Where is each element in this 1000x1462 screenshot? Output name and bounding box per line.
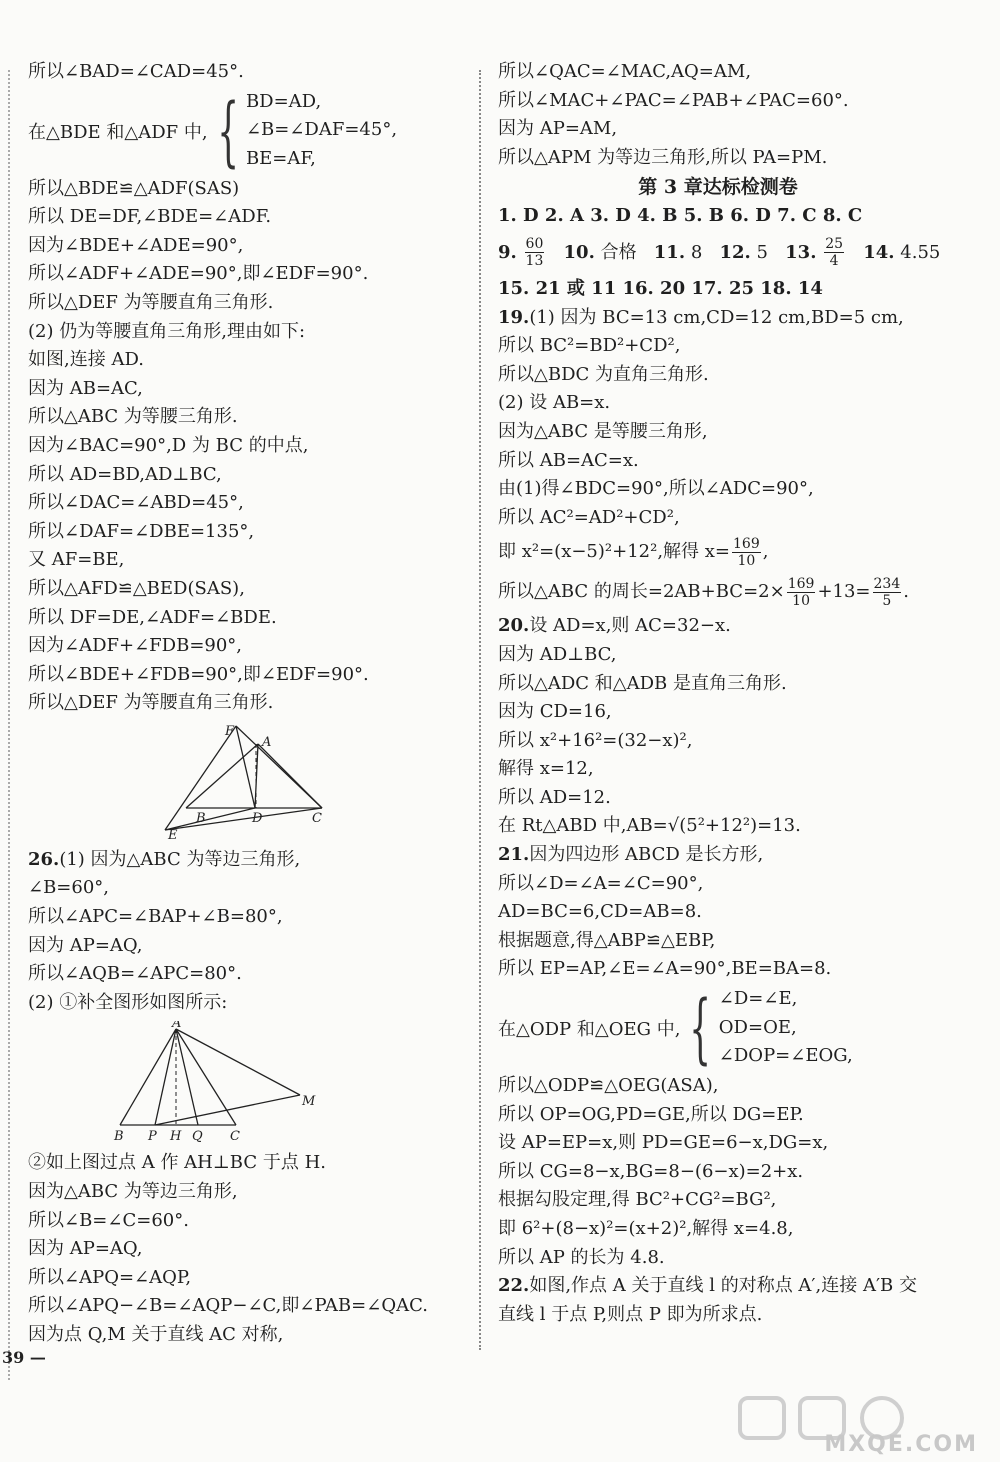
figure-triangle-apm: [28, 1021, 478, 1147]
text-line: 所以△ADC 和△ADB 是直角三角形.: [498, 672, 787, 694]
left-lines-a: [28, 58, 478, 87]
fig2-label-h: H: [170, 1129, 182, 1144]
text-line: 因为△ABC 为等边三角形,: [28, 1181, 238, 1203]
text-line: ∠DOP=∠EOG,: [718, 1045, 853, 1067]
fig1-label-c: C: [312, 810, 322, 826]
fig1-label-a: A: [262, 734, 272, 750]
text-line: 因为 AD⊥BC,: [498, 643, 617, 665]
watermark-text: MXQE.COM: [824, 1432, 978, 1457]
text-line: 在 Rt△ABD 中,AB=√(5²+12²)=13.: [498, 815, 801, 837]
figure-triangle-def: [28, 722, 478, 844]
text-line: 即 6²+(8−x)²=(x+2)²,解得 x=4.8,: [498, 1218, 794, 1239]
answers-row-3: 15. 21 或 11 16. 20 17. 25 18. 14: [498, 277, 823, 299]
text-line: 所以 x²+16²=(32−x)²,: [498, 729, 693, 751]
text-line: 所以 EP=AP,∠E=∠A=90°,BE=BA=8.: [498, 958, 832, 980]
fig2-label-b: B: [114, 1129, 124, 1144]
text-line: OD=OE,: [718, 1016, 797, 1038]
chapter-heading: 第 3 章达标检测卷: [638, 176, 798, 199]
text-line: 由(1)得∠BDC=90°,所以∠ADC=90°,: [498, 478, 814, 500]
q20-first-line: 设 AD=x,则 AC=32−x.: [529, 615, 731, 637]
q9-number: 9.: [498, 241, 517, 263]
left-lines-c: [28, 874, 478, 1017]
column-divider: [479, 70, 481, 1350]
q22-second-line: 直线 l 于点 P,则点 P 即为所求点.: [498, 1303, 763, 1325]
text-line: 所以 OP=OG,PD=GE,所以 DG=EP.: [498, 1103, 804, 1125]
q12-number: 12.: [719, 241, 751, 263]
q21-first-line: 因为四边形 ABCD 是长方形,: [529, 844, 764, 866]
q11-answer: 8: [690, 241, 703, 263]
text-line: 所以△DEF 为等腰直角三角形.: [28, 291, 274, 313]
text-line: 所以△APM 为等边三角形,所以 PA=PM.: [498, 146, 828, 168]
text-line: AD=BC=6,CD=AB=8.: [498, 901, 702, 923]
answers-row-2: [498, 231, 968, 275]
q13-number: 13.: [785, 241, 817, 263]
q19-number: 19.: [498, 306, 530, 328]
page-edge-dots: [8, 70, 10, 1380]
text-line: (2) 设 AB=x.: [498, 392, 611, 414]
figure2-svg: [28, 1021, 358, 1143]
text-line: 所以∠MAC+∠PAC=∠PAB+∠PAC=60°.: [498, 89, 849, 111]
text-line: 根据题意,得△ABP≌△EBP,: [498, 929, 716, 951]
q12-answer: 5: [756, 241, 768, 263]
q13-fraction: $\frac{25}{4}$: [825, 236, 844, 270]
answers-row-1: 1. D 2. A 3. D 4. B 5. B 6. D 7. C 8. C: [498, 205, 863, 227]
system2-prefix: 在△ODP 和△OEG 中,: [498, 1019, 681, 1041]
text-line: 所以△BDC 为直角三角形.: [498, 363, 709, 385]
q19-perimeter-fraction-1: $\frac{169}{10}$: [787, 575, 815, 609]
text-line: ∠B=60°,: [28, 877, 110, 899]
text-line: 因为∠ADF+∠FDB=90°,: [28, 635, 243, 657]
text-line: 所以 AP 的长为 4.8.: [498, 1246, 665, 1268]
q19-perimeter-line: 所以△ABC 的周长=2AB+BC=2× $\frac{169}{10}$ +13= $\frac{234}{5}$ .: [498, 575, 909, 609]
left-column: [28, 58, 478, 1350]
q26-first-line: (1) 因为△ABC 为等边三角形,: [59, 848, 301, 870]
text-line: 所以△ABC 为等腰三角形.: [28, 406, 238, 428]
text-line: 所以 AD=BD,AD⊥BC,: [28, 463, 222, 485]
q19-first-line: (1) 因为 BC=13 cm,CD=12 cm,BD=5 cm,: [529, 306, 904, 328]
text-line: 设 AP=EP=x,则 PD=GE=6−x,DG=x,: [498, 1132, 829, 1154]
text-line: 所以 CG=8−x,BG=8−(6−x)=2+x.: [498, 1160, 804, 1182]
text-line: 因为∠BDE+∠ADE=90°,: [28, 234, 244, 256]
text-line: 根据勾股定理,得 BC²+CG²=BG²,: [498, 1189, 777, 1211]
system1-rows: [246, 88, 397, 174]
text-line: 所以∠DAC=∠ABD=45°,: [28, 492, 244, 514]
text-line: 所以∠D=∠A=∠C=90°,: [498, 872, 704, 894]
q19-solve-fraction: $\frac{169}{10}$: [733, 535, 760, 569]
text-line: BE=AF,: [245, 147, 316, 169]
text-line: 因为 AP=AQ,: [28, 934, 143, 956]
q26-number: 26.: [28, 848, 60, 870]
text-line: 解得 x=12,: [498, 758, 594, 780]
text-line: 所以∠BAD=∠CAD=45°.: [28, 61, 244, 82]
q9-fraction: $\frac{60}{13}$: [525, 236, 544, 270]
q22-first-line: 如图,作点 A 关于直线 l 的对称点 A′,连接 A′B 交: [529, 1275, 917, 1297]
text-line: 所以△ODP≌△OEG(ASA),: [498, 1075, 719, 1097]
right-lines-a: [498, 58, 968, 172]
fig2-label-c: C: [230, 1129, 240, 1144]
q10-answer: 合格: [600, 241, 637, 263]
q10-number: 10.: [563, 241, 595, 263]
text-line: 因为 AP=AQ,: [28, 1238, 143, 1260]
text-line: BD=AD,: [245, 90, 322, 112]
text-line: 因为△ABC 是等腰三角形,: [498, 420, 708, 442]
right-lines-c: [498, 641, 968, 841]
fig2-label-p: P: [148, 1129, 157, 1144]
page-number: 39 —: [2, 1348, 46, 1367]
text-line: 所以 AD=12.: [498, 786, 611, 808]
text-line: 所以 AB=AC=x.: [498, 449, 639, 471]
text-line: 因为 AB=AC,: [28, 377, 143, 399]
right-lines-e: [498, 1072, 968, 1272]
system2-rows: [719, 985, 853, 1071]
text-line: (2) ①补全图形如图所示:: [28, 991, 228, 1013]
text-line: 如图,连接 AD.: [28, 349, 144, 371]
q14-answer: 4.55: [900, 241, 941, 263]
text-line: 所以 AC²=AD²+CD²,: [498, 506, 680, 528]
fig2-label-a: A: [172, 1021, 182, 1032]
left-brace-icon: {: [689, 983, 712, 1073]
fig1-label-f: F: [225, 723, 235, 739]
q20-number: 20.: [498, 615, 530, 637]
text-line: 所以∠B=∠C=60°.: [28, 1209, 189, 1231]
congruence-system-1: [28, 87, 478, 175]
q11-number: 11.: [653, 241, 686, 263]
text-line: 所以 BC²=BD²+CD²,: [498, 335, 681, 357]
text-line: ∠D=∠E,: [718, 988, 798, 1010]
text-line: ②如上图过点 A 作 AH⊥BC 于点 H.: [28, 1152, 326, 1174]
q19-solve-line: 即 x²=(x−5)²+12²,解得 x= $\frac{169}{10}$ ,: [498, 535, 769, 569]
right-lines-b: [498, 332, 968, 532]
left-lines-d: [28, 1149, 478, 1349]
q14-number: 14.: [863, 241, 895, 263]
left-brace-icon: {: [216, 85, 239, 175]
text-line: 因为∠BAC=90°,D 为 BC 的中点,: [28, 434, 309, 456]
right-column: [498, 58, 968, 1329]
figure1-svg: [28, 722, 358, 840]
system1-prefix: 在△BDE 和△ADF 中,: [28, 121, 208, 143]
fig1-label-d: D: [252, 810, 263, 826]
text-line: 所以∠ADF+∠ADE=90°,即∠EDF=90°.: [28, 263, 369, 285]
fig2-label-m: M: [302, 1094, 316, 1110]
text-line: 所以∠BDE+∠FDB=90°,即∠EDF=90°.: [28, 663, 369, 685]
left-lines-b: [28, 175, 478, 718]
fig1-label-e: E: [168, 827, 178, 840]
right-lines-d: [498, 870, 968, 984]
text-line: 因为 AP=AM,: [498, 118, 618, 140]
text-line: 所以∠DAF=∠DBE=135°,: [28, 520, 255, 542]
text-line: 所以 DE=DF,∠BDE=∠ADF.: [28, 206, 272, 228]
text-line: 所以△DEF 为等腰直角三角形.: [28, 692, 274, 714]
text-line: 所以△BDE≌△ADF(SAS): [28, 177, 240, 199]
text-line: (2) 仍为等腰直角三角形,理由如下:: [28, 320, 306, 342]
text-line: 所以∠QAC=∠MAC,AQ=AM,: [498, 61, 752, 82]
text-line: 因为 CD=16,: [498, 701, 612, 723]
q22-number: 22.: [498, 1275, 530, 1297]
text-line: 所以 DF=DE,∠ADF=∠BDE.: [28, 606, 277, 628]
q21-number: 21.: [498, 844, 530, 866]
text-line: 所以∠APC=∠BAP+∠B=80°,: [28, 906, 283, 928]
fig2-label-q: Q: [192, 1129, 203, 1144]
text-line: 因为点 Q,M 关于直线 AC 对称,: [28, 1324, 284, 1345]
text-line: ∠B=∠DAF=45°,: [245, 119, 398, 141]
text-line: 所以∠APQ=∠AQP,: [28, 1266, 192, 1288]
text-line: 所以△AFD≌△BED(SAS),: [28, 577, 245, 599]
text-line: 所以∠APQ−∠B=∠AQP−∠C,即∠PAB=∠QAC.: [28, 1295, 428, 1317]
q19-perimeter-fraction-2: $\frac{234}{5}$: [873, 575, 901, 609]
text-line: 所以∠AQB=∠APC=80°.: [28, 963, 242, 985]
congruence-system-2: [498, 984, 968, 1072]
text-line: 又 AF=BE,: [28, 549, 125, 571]
fig1-label-b: B: [196, 810, 206, 826]
